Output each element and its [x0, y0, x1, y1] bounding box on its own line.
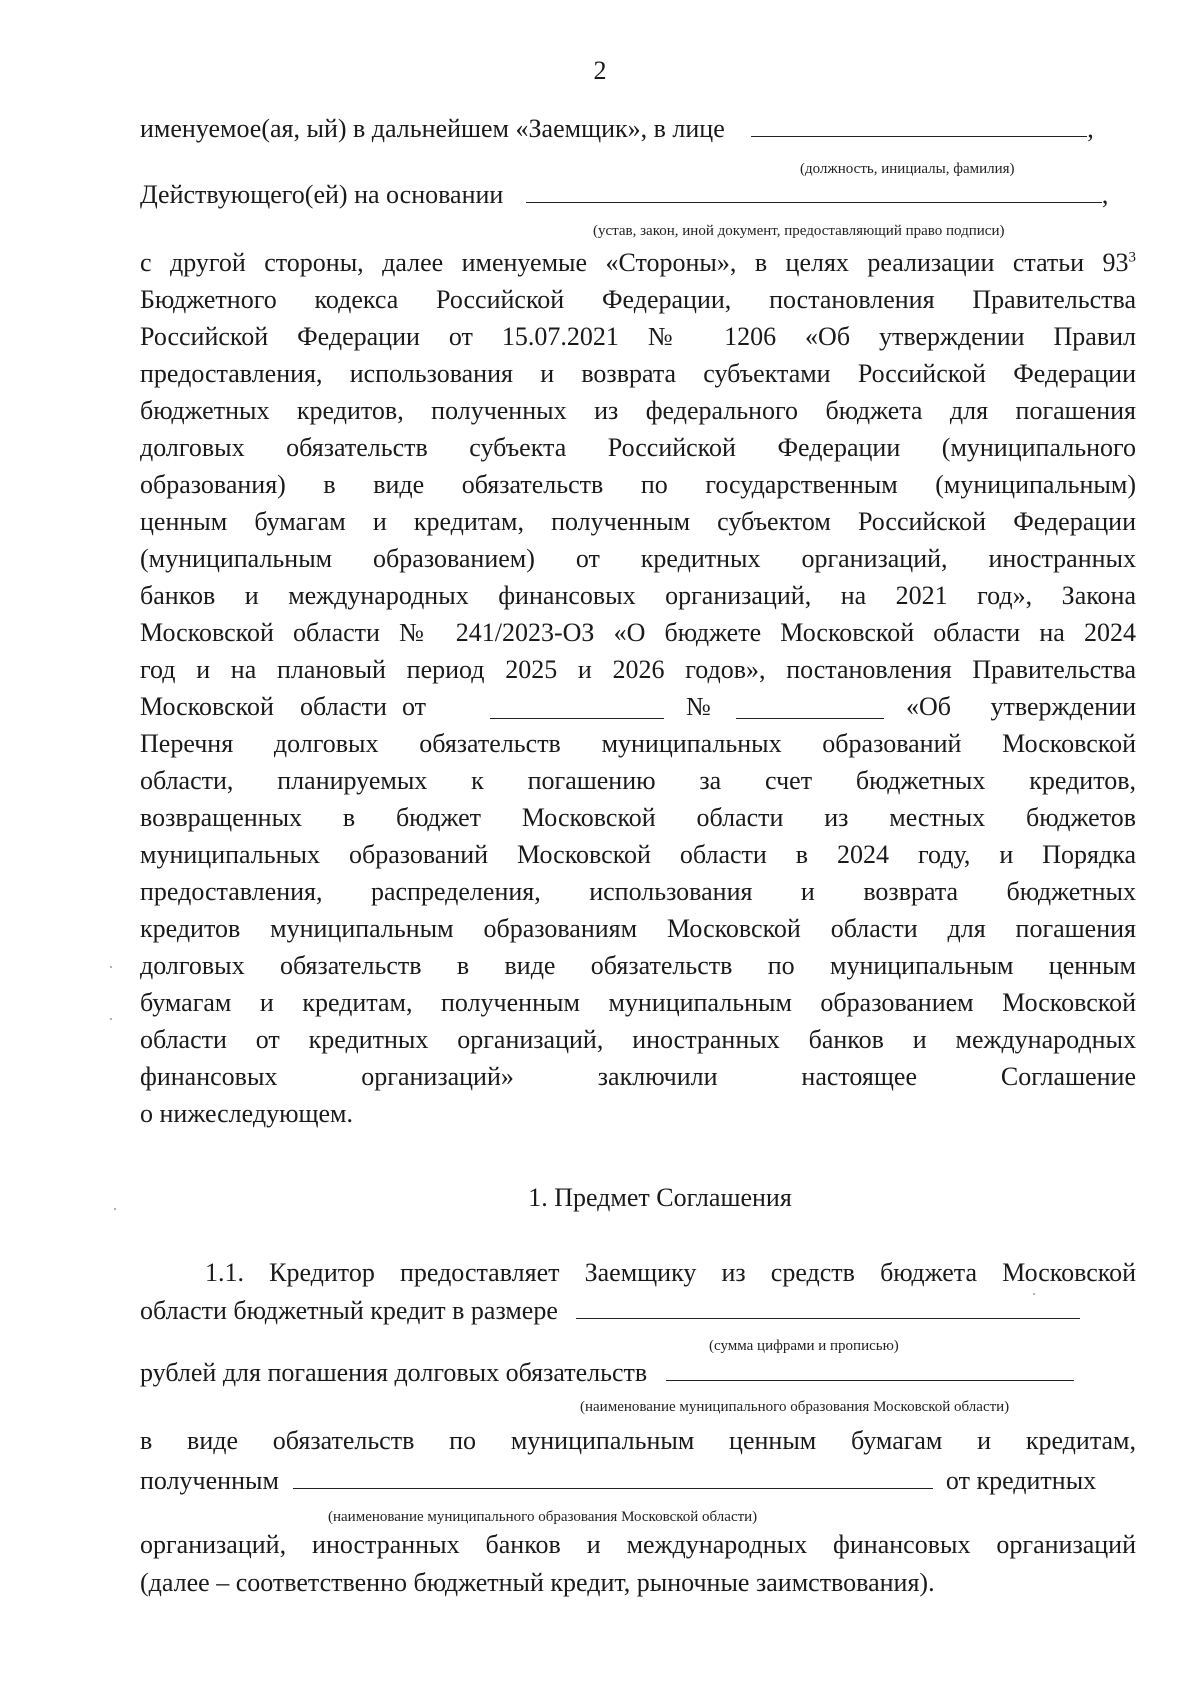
- resolution-number-blank[interactable]: [736, 696, 884, 719]
- borrower-representative-caption: (должность, инициалы, фамилия): [800, 161, 1015, 177]
- basis-document-blank[interactable]: [526, 180, 1102, 203]
- page-number: 2: [593, 56, 607, 85]
- scan-speck: [1033, 1293, 1035, 1295]
- basis-document-caption: (устав, закон, иной документ, предоставляющий право подписи): [593, 223, 1005, 239]
- body-line: области от кредитных организаций, иностранных банков и международных: [140, 1025, 1136, 1054]
- basis-text: Действующего(ей) на основании: [140, 180, 504, 209]
- municipality-received-caption: (наименование муниципального образования Московской области): [328, 1509, 758, 1525]
- body-line: Московской области № 241/2023-ОЗ «О бюджете Московской области на 2024: [140, 618, 1136, 647]
- document-page: 2 именуемое(ая, ый) в дальнейшем «Заемщик», в лице , (должность, инициалы, фамилия) Действующего(ей) на основании , (устав, закон, иной документ, предоставляющий право подписи) с другой стороны, далее именуемые «Стороны», в целях реализации статьи $93^3$ Бюджетного кодекса Российской Федерации, постановления Правительства Российской Федерации от 15.07.2021 № 1206 «Об утверждении Правил предоставления, использования и возврата субъектами Российской Федерации бюджетных кредитов, полученных из федерального бюджета для погашения долговых обязательств субъекта Российской Федерации (муниципального образования) в виде обязательств по государственным (муниципальным) ценным бумагам и кредитам, полученным субъектом Российской Федерации (муниципальным образованием) от кредитных организаций, иностранных банков и международных финансовых организаций, на 2021 год», Закона Московской области № 241/2023-ОЗ «О бюджете Московской области на 2024 год и на плановый период 2025 и 2026 годов», постановления Правительства Московской области от № «Об утверждении Перечня долговых обязательств муниципальных образований Московской области, планируемых к погашению за счет бюджетных кредитов, возвращенных в бюджет Московской области из местных бюджетов муниципальных образований Московской области в 2024 году, и Порядка предоставления, распределения, использования и возврата бюджетных кредитов муниципальным образованиям Московской области для погашения долговых обязательств в виде обязательств по муниципальным ценным бумагам и кредитам, полученным муниципальным образованием Московской области от кредитных организаций, иностранных банков и международных финансовых организаций» заключили настоящее Соглашение о нижеследующем. 1. Предмет Соглашения 1.1. Кредитор предоставляет Заемщику из средств бюджета Московской области бюджетный кредит в размере (сумма цифрами и прописью) рублей для погашения долговых обязательств (наименование муниципального образования Московской области) в виде обязательств по муниципальным ценным бумагам и кредитам, полученным от кредитных (наименование муниципального образования Московской области) организаций, иностранных банков и международных финансовых организаций (далее – соответственно бюджетный кредит, рыночные заимствования).: [0, 0, 1200, 1697]
- basis-line: [140, 178, 1136, 212]
- body-line: (муниципальным образованием) от кредитных организаций, иностранных: [140, 544, 1136, 573]
- scan-speck: [110, 966, 112, 968]
- body-line: области, планируемых к погашению за счет бюджетных кредитов,: [140, 766, 1136, 795]
- body-line: возвращенных в бюджет Московской области из местных бюджетов: [140, 803, 1136, 832]
- body-line: с другой стороны, далее именуемые «Стороны», в целях реализации статьи $93^3$: [140, 248, 1136, 277]
- superscript: 3: [1128, 249, 1136, 266]
- credit-amount-caption: (сумма цифрами и прописью): [709, 1338, 899, 1354]
- credit-amount-blank[interactable]: [576, 1296, 1080, 1319]
- body-line: кредитов муниципальным образованиям Московской области для погашения: [140, 914, 1136, 943]
- body-line: бумагам и кредитам, полученным муниципальным образованием Московской: [140, 988, 1136, 1017]
- borrower-representative-blank[interactable]: [751, 114, 1087, 137]
- borrower-text: именуемое(ая, ый) в дальнейшем «Заемщик», в лице: [140, 114, 725, 143]
- clause-received-line: полученным от кредитных: [140, 1466, 1097, 1495]
- municipality-received-blank[interactable]: [293, 1466, 933, 1489]
- body-line: бюджетных кредитов, полученных из федерального бюджета для погашения: [140, 396, 1136, 425]
- clause-line: организаций, иностранных банков и международных финансовых организаций: [140, 1530, 1136, 1559]
- municipality-caption: (наименование муниципального образования Московской области): [580, 1399, 1010, 1415]
- body-line: банков и международных финансовых организаций, на 2021 год», Закона: [140, 581, 1136, 610]
- body-line: Бюджетного кодекса Российской Федерации, постановления Правительства: [140, 285, 1136, 314]
- comma: ,: [1101, 180, 1109, 209]
- section-heading: 1. Предмет Соглашения: [528, 1183, 792, 1212]
- clause-amount-line: области бюджетный кредит в размере: [140, 1294, 1136, 1328]
- body-line: образования) в виде обязательств по государственным (муниципальным): [140, 470, 1136, 499]
- borrower-line: [140, 112, 1136, 146]
- clause-line-last: (далее – соответственно бюджетный кредит, рыночные заимствования).: [140, 1568, 935, 1597]
- body-line: долговых обязательств в виде обязательств по муниципальным ценным: [140, 951, 1136, 980]
- body-line: год и на плановый период 2025 и 2026 годов», постановления Правительства: [140, 655, 1136, 684]
- body-line: финансовых организаций» заключили настоящее Соглашение: [140, 1062, 1136, 1091]
- body-line: ценным бумагам и кредитам, полученным субъектом Российской Федерации: [140, 507, 1136, 536]
- clause-line: в виде обязательств по муниципальным ценным бумагам и кредитам,: [140, 1426, 1136, 1455]
- clause-1-1-line: 1.1. Кредитор предоставляет Заемщику из средств бюджета Московской: [205, 1258, 1136, 1287]
- scan-speck: [110, 1018, 112, 1020]
- resolution-date-blank[interactable]: [490, 696, 664, 719]
- scan-speck: [114, 1208, 116, 1210]
- body-line: долговых обязательств субъекта Российской Федерации (муниципального: [140, 433, 1136, 462]
- body-line: Российской Федерации от 15.07.2021 № 1206 «Об утверждении Правил: [140, 322, 1136, 351]
- body-line: Перечня долговых обязательств муниципальных образований Московской: [140, 729, 1136, 758]
- comma: ,: [1087, 114, 1094, 143]
- body-line: муниципальных образований Московской области в 2024 году, и Порядка: [140, 840, 1136, 869]
- body-line-last: о нижеследующем.: [140, 1099, 354, 1128]
- clause-obligations-line: рублей для погашения долговых обязательств: [140, 1356, 1136, 1390]
- body-line: предоставления, распределения, использования и возврата бюджетных: [140, 877, 1136, 906]
- municipality-blank[interactable]: [666, 1358, 1074, 1381]
- body-line: предоставления, использования и возврата субъектами Российской Федерации: [140, 359, 1136, 388]
